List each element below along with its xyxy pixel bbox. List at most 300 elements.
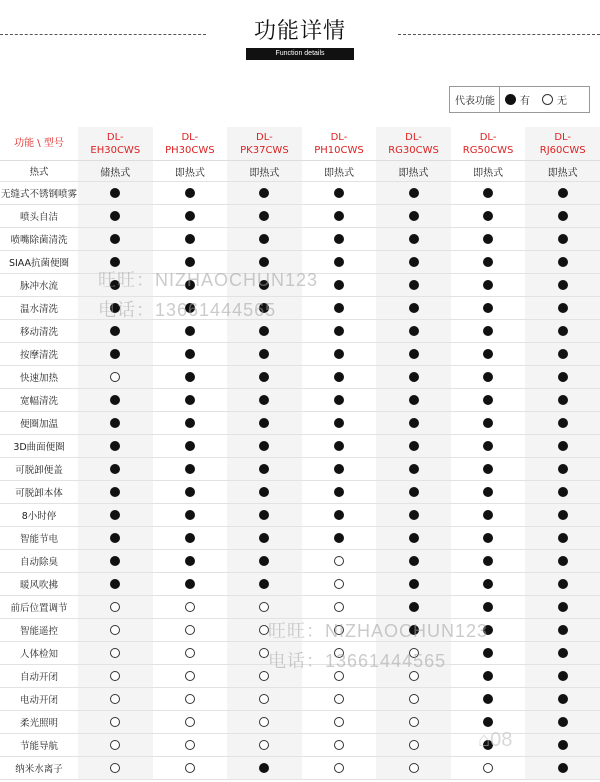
filled-circle-icon xyxy=(409,602,419,612)
feature-cell xyxy=(227,343,302,366)
feature-cell xyxy=(78,366,153,389)
heating-type-cell: 即热式 xyxy=(153,161,228,182)
model-code: EH30CWS xyxy=(90,144,141,156)
feature-cell xyxy=(525,527,600,550)
filled-circle-icon xyxy=(558,303,568,313)
model-header xyxy=(302,127,377,161)
feature-cell xyxy=(451,596,526,619)
filled-circle-icon xyxy=(483,717,493,727)
filled-circle-icon xyxy=(259,188,269,198)
empty-circle-icon xyxy=(259,625,269,635)
feature-cell xyxy=(227,320,302,343)
filled-circle-icon xyxy=(409,188,419,198)
feature-cell xyxy=(302,182,377,205)
feature-cell xyxy=(302,619,377,642)
filled-circle-icon xyxy=(558,280,568,290)
filled-circle-icon xyxy=(110,280,120,290)
feature-name: 无缝式不锈钢喷雾 xyxy=(0,182,78,205)
filled-circle-icon xyxy=(409,464,419,474)
feature-cell xyxy=(525,274,600,297)
feature-cell xyxy=(451,619,526,642)
filled-circle-icon xyxy=(185,510,195,520)
feature-cell xyxy=(153,527,228,550)
empty-circle-icon xyxy=(110,740,120,750)
filled-circle-icon xyxy=(558,211,568,221)
feature-name: 人体检知 xyxy=(0,642,78,665)
filled-circle-icon xyxy=(110,326,120,336)
feature-cell xyxy=(525,665,600,688)
filled-circle-icon xyxy=(558,556,568,566)
feature-cell xyxy=(451,550,526,573)
filled-circle-icon xyxy=(334,418,344,428)
feature-cell xyxy=(78,205,153,228)
model-code: RG30CWS xyxy=(388,144,439,156)
feature-name: 电动开闭 xyxy=(0,688,78,711)
filled-circle-icon xyxy=(483,211,493,221)
filled-circle-icon xyxy=(558,579,568,589)
page-subtitle: Function details xyxy=(246,48,354,60)
filled-circle-icon xyxy=(185,395,195,405)
heating-type-cell: 即热式 xyxy=(376,161,451,182)
feature-cell xyxy=(451,320,526,343)
feature-name: 智能遥控 xyxy=(0,619,78,642)
feature-cell xyxy=(451,757,526,780)
filled-circle-icon xyxy=(558,671,568,681)
filled-circle-icon xyxy=(483,257,493,267)
feature-cell xyxy=(227,412,302,435)
empty-circle-icon xyxy=(110,648,120,658)
table-header-row xyxy=(0,127,600,161)
filled-circle-icon xyxy=(409,625,419,635)
feature-cell xyxy=(153,366,228,389)
feature-cell xyxy=(78,504,153,527)
filled-circle-icon xyxy=(259,487,269,497)
feature-cell xyxy=(227,297,302,320)
empty-circle-icon xyxy=(334,740,344,750)
model-header xyxy=(227,127,302,161)
feature-cell xyxy=(78,343,153,366)
filled-circle-icon xyxy=(558,395,568,405)
filled-circle-icon xyxy=(185,326,195,336)
filled-circle-icon xyxy=(558,257,568,267)
feature-cell xyxy=(525,389,600,412)
empty-circle-icon xyxy=(110,671,120,681)
feature-cell xyxy=(78,481,153,504)
feature-cell xyxy=(451,458,526,481)
feature-cell xyxy=(227,619,302,642)
feature-cell xyxy=(376,458,451,481)
model-prefix: DL- xyxy=(181,131,199,143)
feature-cell xyxy=(376,251,451,274)
empty-circle-icon xyxy=(483,763,493,773)
feature-cell xyxy=(78,228,153,251)
feature-cell xyxy=(153,711,228,734)
feature-cell xyxy=(78,435,153,458)
feature-name: 自动开闭 xyxy=(0,665,78,688)
feature-cell xyxy=(78,619,153,642)
feature-cell xyxy=(153,481,228,504)
filled-circle-icon xyxy=(483,533,493,543)
filled-circle-icon xyxy=(185,303,195,313)
feature-cell xyxy=(302,228,377,251)
empty-circle-icon xyxy=(110,717,120,727)
feature-cell xyxy=(451,343,526,366)
table-row xyxy=(0,205,600,228)
feature-cell xyxy=(525,573,600,596)
filled-circle-icon xyxy=(110,211,120,221)
feature-cell xyxy=(451,504,526,527)
filled-circle-icon xyxy=(483,694,493,704)
feature-name: 可脱卸本体 xyxy=(0,481,78,504)
feature-cell xyxy=(227,435,302,458)
filled-circle-icon xyxy=(409,487,419,497)
feature-cell xyxy=(376,435,451,458)
feature-cell xyxy=(153,412,228,435)
feature-cell xyxy=(451,665,526,688)
page-title: 功能详情 xyxy=(253,19,346,44)
filled-circle-icon xyxy=(259,349,269,359)
feature-name: 可脱卸便盖 xyxy=(0,458,78,481)
filled-circle-icon xyxy=(558,510,568,520)
filled-circle-icon xyxy=(558,487,568,497)
feature-cell xyxy=(302,366,377,389)
table-row xyxy=(0,527,600,550)
empty-circle-icon xyxy=(110,694,120,704)
feature-name: 快速加热 xyxy=(0,366,78,389)
feature-cell xyxy=(153,573,228,596)
table-row xyxy=(0,688,600,711)
heating-label: 热式 xyxy=(0,161,78,182)
empty-circle-icon xyxy=(185,694,195,704)
filled-circle-icon xyxy=(334,510,344,520)
filled-circle-icon xyxy=(505,94,516,105)
model-prefix: DL- xyxy=(554,131,572,143)
feature-cell xyxy=(376,412,451,435)
filled-circle-icon xyxy=(409,234,419,244)
feature-cell xyxy=(227,458,302,481)
empty-circle-icon xyxy=(409,648,419,658)
empty-circle-icon xyxy=(110,763,120,773)
empty-circle-icon xyxy=(259,717,269,727)
feature-cell xyxy=(376,205,451,228)
filled-circle-icon xyxy=(185,441,195,451)
feature-cell xyxy=(227,734,302,757)
filled-circle-icon xyxy=(334,280,344,290)
feature-cell xyxy=(302,297,377,320)
table-row xyxy=(0,412,600,435)
feature-cell xyxy=(451,642,526,665)
empty-circle-icon xyxy=(334,694,344,704)
filled-circle-icon xyxy=(110,188,120,198)
table-row xyxy=(0,228,600,251)
filled-circle-icon xyxy=(409,326,419,336)
feature-name: 移动清洗 xyxy=(0,320,78,343)
feature-name: 暖风吹拂 xyxy=(0,573,78,596)
feature-cell xyxy=(153,251,228,274)
filled-circle-icon xyxy=(259,257,269,267)
table-row xyxy=(0,435,600,458)
feature-name: 温水清洗 xyxy=(0,297,78,320)
table-row xyxy=(0,504,600,527)
table-row xyxy=(0,757,600,780)
empty-circle-icon xyxy=(409,717,419,727)
filled-circle-icon xyxy=(185,349,195,359)
filled-circle-icon xyxy=(558,441,568,451)
filled-circle-icon xyxy=(483,556,493,566)
table-row xyxy=(0,665,600,688)
heating-type-cell: 即热式 xyxy=(525,161,600,182)
feature-cell xyxy=(153,596,228,619)
filled-circle-icon xyxy=(409,533,419,543)
feature-cell xyxy=(227,596,302,619)
feature-cell xyxy=(78,182,153,205)
table-row xyxy=(0,596,600,619)
feature-cell xyxy=(376,665,451,688)
empty-circle-icon xyxy=(185,717,195,727)
feature-cell xyxy=(302,389,377,412)
feature-cell xyxy=(302,665,377,688)
feature-cell xyxy=(227,665,302,688)
feature-cell xyxy=(451,182,526,205)
title-divider-right xyxy=(398,34,600,35)
feature-cell xyxy=(227,389,302,412)
filled-circle-icon xyxy=(409,418,419,428)
filled-circle-icon xyxy=(483,464,493,474)
filled-circle-icon xyxy=(110,464,120,474)
feature-name: 自动除臭 xyxy=(0,550,78,573)
filled-circle-icon xyxy=(409,579,419,589)
filled-circle-icon xyxy=(185,234,195,244)
model-prefix: DL- xyxy=(330,131,348,143)
table-row xyxy=(0,550,600,573)
feature-cell xyxy=(227,205,302,228)
feature-cell xyxy=(302,481,377,504)
filled-circle-icon xyxy=(483,326,493,336)
table-row xyxy=(0,619,600,642)
filled-circle-icon xyxy=(185,418,195,428)
model-code: PH10CWS xyxy=(314,144,364,156)
filled-circle-icon xyxy=(185,211,195,221)
table-row xyxy=(0,458,600,481)
feature-cell xyxy=(376,343,451,366)
model-code: PK37CWS xyxy=(240,144,289,156)
feature-cell xyxy=(78,688,153,711)
filled-circle-icon xyxy=(409,372,419,382)
filled-circle-icon xyxy=(558,648,568,658)
filled-circle-icon xyxy=(334,188,344,198)
feature-cell xyxy=(227,642,302,665)
watermark-phone-2: 电话：13661444565 xyxy=(268,651,447,671)
feature-cell xyxy=(78,320,153,343)
watermark-wangwang-1: 旺旺：NIZHAOCHUN123 xyxy=(98,270,319,290)
feature-cell xyxy=(376,757,451,780)
feature-cell xyxy=(376,573,451,596)
filled-circle-icon xyxy=(259,418,269,428)
feature-cell xyxy=(78,642,153,665)
feature-cell xyxy=(78,412,153,435)
feature-cell xyxy=(153,320,228,343)
feature-cell xyxy=(376,481,451,504)
feature-cell xyxy=(451,527,526,550)
feature-cell xyxy=(525,343,600,366)
filled-circle-icon xyxy=(483,188,493,198)
table-row xyxy=(0,481,600,504)
feature-cell xyxy=(525,297,600,320)
empty-circle-icon xyxy=(110,372,120,382)
filled-circle-icon xyxy=(334,234,344,244)
empty-circle-icon xyxy=(542,94,553,105)
feature-cell xyxy=(525,596,600,619)
model-code: PH30CWS xyxy=(165,144,215,156)
table-row xyxy=(0,251,600,274)
filled-circle-icon xyxy=(558,602,568,612)
feature-cell xyxy=(525,481,600,504)
filled-circle-icon xyxy=(185,280,195,290)
filled-circle-icon xyxy=(334,533,344,543)
feature-cell xyxy=(525,504,600,527)
filled-circle-icon xyxy=(259,303,269,313)
heating-type-row xyxy=(0,161,600,182)
feature-cell xyxy=(78,251,153,274)
watermark-wangwang-2: 旺旺：NIZHAOCHUN123 xyxy=(268,621,489,641)
filled-circle-icon xyxy=(483,579,493,589)
table-row xyxy=(0,297,600,320)
filled-circle-icon xyxy=(259,372,269,382)
model-header xyxy=(153,127,228,161)
feature-cell xyxy=(78,734,153,757)
filled-circle-icon xyxy=(409,280,419,290)
feature-cell xyxy=(302,412,377,435)
filled-circle-icon xyxy=(558,372,568,382)
feature-cell xyxy=(451,366,526,389)
legend-box xyxy=(449,86,590,113)
empty-circle-icon xyxy=(110,602,120,612)
feature-cell xyxy=(153,182,228,205)
empty-circle-icon xyxy=(334,648,344,658)
feature-cell xyxy=(153,343,228,366)
filled-circle-icon xyxy=(185,556,195,566)
empty-circle-icon xyxy=(185,648,195,658)
filled-circle-icon xyxy=(483,648,493,658)
empty-circle-icon xyxy=(110,625,120,635)
feature-cell xyxy=(78,297,153,320)
feature-cell xyxy=(153,205,228,228)
filled-circle-icon xyxy=(483,625,493,635)
filled-circle-icon xyxy=(259,464,269,474)
feature-cell xyxy=(451,688,526,711)
filled-circle-icon xyxy=(110,556,120,566)
heating-type-cell: 即热式 xyxy=(302,161,377,182)
empty-circle-icon xyxy=(334,717,344,727)
feature-name: SIAA抗菌便圈 xyxy=(0,251,78,274)
feature-name: 智能节电 xyxy=(0,527,78,550)
model-prefix: DL- xyxy=(479,131,497,143)
feature-name: 8小时停 xyxy=(0,504,78,527)
feature-cell xyxy=(153,619,228,642)
filled-circle-icon xyxy=(483,303,493,313)
feature-cell xyxy=(227,481,302,504)
feature-cell xyxy=(78,458,153,481)
feature-cell xyxy=(227,550,302,573)
title-divider-left xyxy=(0,34,206,35)
feature-cell xyxy=(525,619,600,642)
feature-cell xyxy=(376,366,451,389)
feature-cell xyxy=(525,435,600,458)
filled-circle-icon xyxy=(110,510,120,520)
filled-circle-icon xyxy=(558,694,568,704)
empty-circle-icon xyxy=(185,740,195,750)
filled-circle-icon xyxy=(558,326,568,336)
feature-cell xyxy=(78,573,153,596)
feature-cell xyxy=(227,274,302,297)
feature-cell xyxy=(78,527,153,550)
feature-cell xyxy=(451,481,526,504)
filled-circle-icon xyxy=(558,740,568,750)
empty-circle-icon xyxy=(259,602,269,612)
model-header xyxy=(78,127,153,161)
filled-circle-icon xyxy=(483,671,493,681)
table-row xyxy=(0,343,600,366)
feature-cell xyxy=(451,435,526,458)
empty-circle-icon xyxy=(259,648,269,658)
filled-circle-icon xyxy=(259,441,269,451)
filled-circle-icon xyxy=(334,464,344,474)
filled-circle-icon xyxy=(110,257,120,267)
table-row xyxy=(0,642,600,665)
filled-circle-icon xyxy=(259,234,269,244)
filled-circle-icon xyxy=(185,188,195,198)
feature-name: 柔光照明 xyxy=(0,711,78,734)
table-row xyxy=(0,182,600,205)
empty-circle-icon xyxy=(409,671,419,681)
feature-cell xyxy=(153,757,228,780)
feature-cell xyxy=(153,228,228,251)
feature-cell xyxy=(525,458,600,481)
feature-cell xyxy=(302,435,377,458)
model-prefix: DL- xyxy=(106,131,124,143)
feature-cell xyxy=(302,573,377,596)
feature-cell xyxy=(78,665,153,688)
feature-cell xyxy=(376,711,451,734)
empty-circle-icon xyxy=(334,763,344,773)
feature-cell xyxy=(78,596,153,619)
filled-circle-icon xyxy=(185,533,195,543)
feature-cell xyxy=(376,320,451,343)
feature-cell xyxy=(525,251,600,274)
feature-cell xyxy=(227,688,302,711)
filled-circle-icon xyxy=(259,280,269,290)
feature-cell xyxy=(451,389,526,412)
empty-circle-icon xyxy=(185,671,195,681)
filled-circle-icon xyxy=(110,349,120,359)
feature-cell xyxy=(227,251,302,274)
filled-circle-icon xyxy=(334,372,344,382)
feature-cell xyxy=(376,734,451,757)
feature-cell xyxy=(376,688,451,711)
filled-circle-icon xyxy=(110,441,120,451)
feature-cell xyxy=(78,711,153,734)
filled-circle-icon xyxy=(483,372,493,382)
feature-cell xyxy=(525,757,600,780)
feature-cell xyxy=(376,527,451,550)
filled-circle-icon xyxy=(558,625,568,635)
filled-circle-icon xyxy=(185,372,195,382)
filled-circle-icon xyxy=(483,441,493,451)
filled-circle-icon xyxy=(334,257,344,267)
feature-cell xyxy=(227,711,302,734)
filled-circle-icon xyxy=(259,395,269,405)
feature-cell xyxy=(153,274,228,297)
